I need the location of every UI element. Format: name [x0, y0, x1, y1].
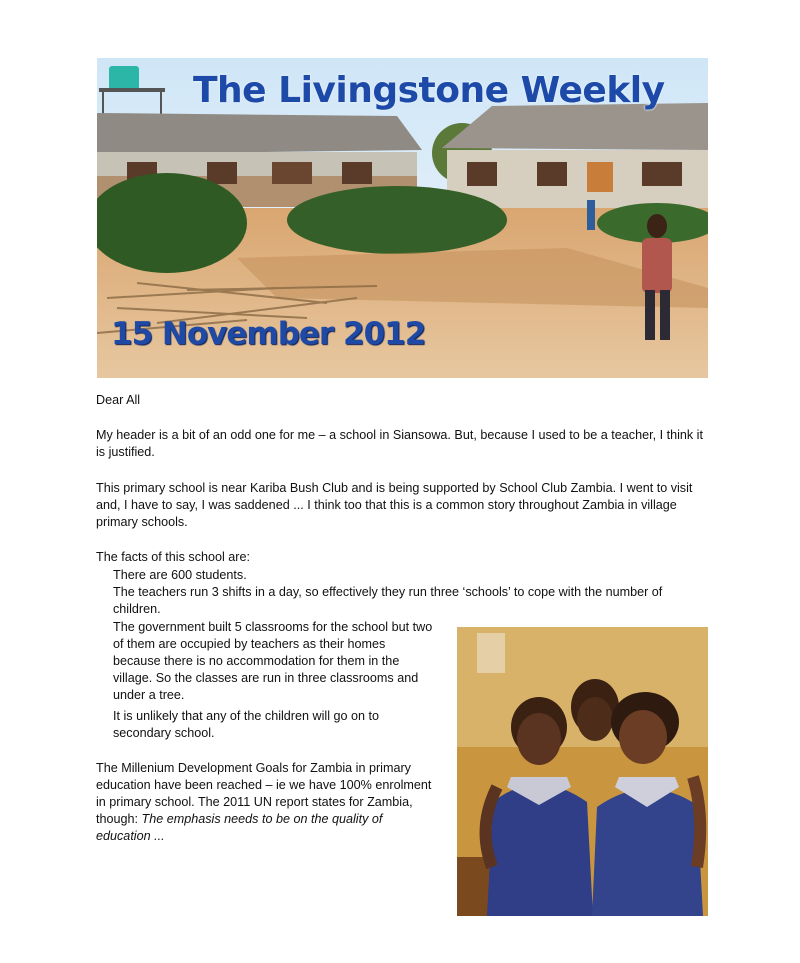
header-school-photo: [97, 58, 708, 378]
students-photo: [457, 627, 708, 916]
paragraph-intro: My header is a bit of an odd one for me – a school in Siansowa. But, because I used to be a teacher, I think it is justified.: [96, 428, 703, 459]
newsletter-title: The Livingstone Weekly: [193, 70, 665, 111]
paragraph-mdg: [96, 760, 436, 845]
mdg-text: The Millenium Development Goals for Zambia in primary education have been reached – ie we have 100% enrolment in primary school. The 2011 UN report states for Zambia, though:: [96, 761, 432, 826]
fact-item: It is unlikely that any of the children will go on to secondary school.: [113, 709, 380, 740]
fact-item: There are 600 students.: [113, 568, 247, 582]
fact-item: The government built 5 classrooms for the school but two of them are occupied by teachers as their homes because there is no accommodation for them in the village. So the classes are run in three classrooms and under a tree.: [113, 620, 433, 702]
fact-item: The teachers run 3 shifts in a day, so effectively they run three ‘schools’ to cope with the number of children.: [113, 585, 663, 616]
newsletter-date: 15 November 2012: [111, 316, 426, 352]
facts-heading: The facts of this school are:: [96, 550, 250, 564]
paragraph-school-visit: This primary school is near Kariba Bush Club and is being supported by School Club Zambia. I went to visit and, I have to say, I was saddened ... I think too that this is a common story throughout Zambia in village primary schools.: [96, 481, 693, 529]
students-illustration: [457, 627, 708, 916]
greeting: Dear All: [96, 393, 141, 407]
mdg-quote: The emphasis needs to be on the quality of education ...: [96, 812, 383, 843]
